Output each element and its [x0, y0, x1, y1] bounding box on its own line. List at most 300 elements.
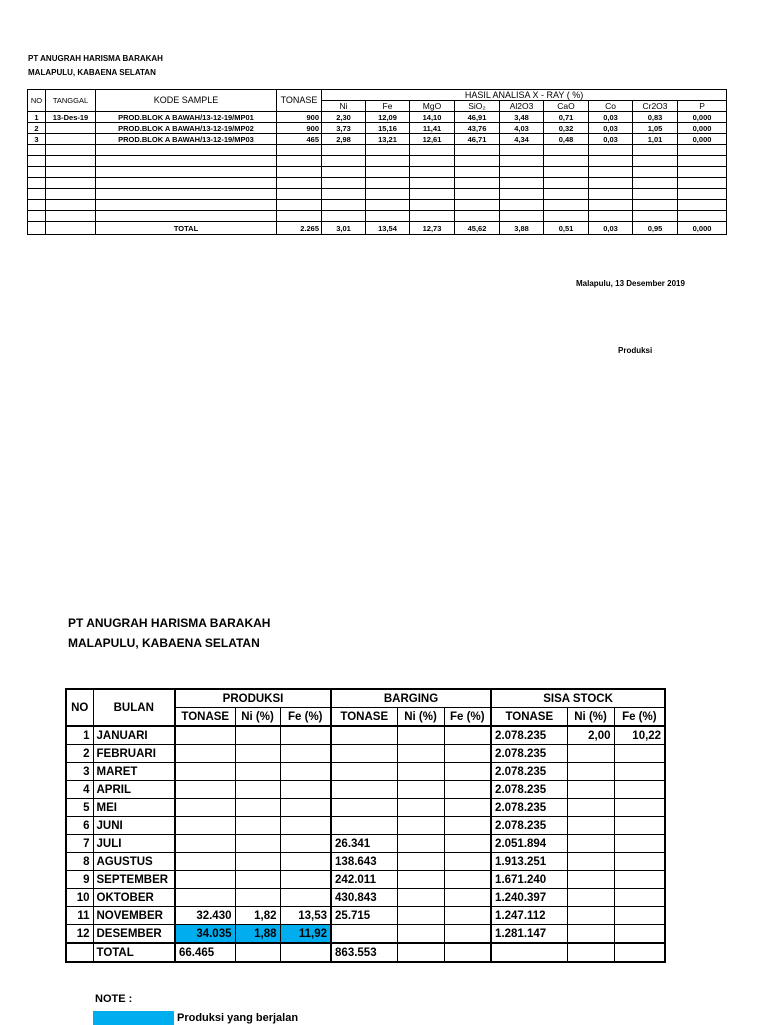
row-produksi-ni — [235, 817, 280, 835]
row-barging-fe — [444, 871, 491, 889]
row-produksi-ni — [235, 835, 280, 853]
table-row — [66, 925, 665, 944]
row-value: 3,48 — [500, 112, 544, 123]
row-barging-fe — [444, 799, 491, 817]
empty-cell — [500, 211, 544, 222]
row-value: 2,30 — [322, 112, 366, 123]
empty-cell — [544, 156, 589, 167]
row-stock-fe — [614, 907, 665, 925]
table-row — [66, 853, 665, 871]
header-element: Cr2O3 — [633, 101, 678, 112]
bottom-header — [68, 613, 270, 653]
row-produksi-fe: 13,53 — [280, 907, 331, 925]
row-no: 10 — [66, 889, 93, 907]
empty-cell — [678, 167, 727, 178]
row-no: 3 — [28, 134, 46, 145]
row-no: 1 — [28, 112, 46, 123]
empty-cell — [366, 167, 410, 178]
row-value: 0,48 — [544, 134, 589, 145]
empty-cell — [567, 943, 614, 962]
empty-cell — [678, 178, 727, 189]
row-barging-fe — [444, 781, 491, 799]
empty-cell — [28, 167, 46, 178]
row-barging-ni — [397, 907, 444, 925]
row-produksi-fe — [280, 781, 331, 799]
empty-cell — [96, 178, 277, 189]
row-bulan: JULI — [93, 835, 175, 853]
row-no: 2 — [28, 123, 46, 134]
empty-cell — [455, 211, 500, 222]
row-produksi-tonase — [175, 799, 235, 817]
header-barging: BARGING — [331, 689, 491, 708]
total-row — [66, 943, 665, 962]
empty-cell — [455, 178, 500, 189]
row-produksi-fe — [280, 871, 331, 889]
empty-cell — [614, 943, 665, 962]
empty-cell — [455, 167, 500, 178]
row-produksi-ni — [235, 726, 280, 745]
total-row — [28, 222, 727, 235]
row-barging-ni — [397, 889, 444, 907]
row-produksi-tonase: 32.430 — [175, 907, 235, 925]
empty-cell — [410, 145, 455, 156]
row-value: 4,03 — [500, 123, 544, 134]
empty-cell — [455, 189, 500, 200]
row-produksi-tonase — [175, 817, 235, 835]
row-no: 1 — [66, 726, 93, 745]
empty-cell — [46, 145, 96, 156]
empty-cell — [366, 156, 410, 167]
empty-cell — [455, 156, 500, 167]
table-row — [28, 134, 727, 145]
row-stock-ni — [567, 745, 614, 763]
header-produksi-ni: Ni (%) — [235, 708, 280, 727]
row-value: 0,000 — [678, 112, 727, 123]
row-barging-tonase — [331, 799, 397, 817]
empty-cell — [322, 189, 366, 200]
table-row — [66, 817, 665, 835]
empty-cell — [322, 178, 366, 189]
empty-cell — [589, 189, 633, 200]
row-produksi-ni — [235, 853, 280, 871]
row-barging-tonase: 25.715 — [331, 907, 397, 925]
row-barging-tonase — [331, 781, 397, 799]
row-stock-ni — [567, 925, 614, 944]
row-barging-ni — [397, 726, 444, 745]
total-value: 3,01 — [322, 222, 366, 235]
row-stock-tonase: 2.078.235 — [491, 726, 567, 745]
header-element: Al2O3 — [500, 101, 544, 112]
empty-cell — [28, 222, 46, 235]
row-stock-fe — [614, 835, 665, 853]
row-no: 9 — [66, 871, 93, 889]
row-stock-fe — [614, 817, 665, 835]
row-bulan: FEBRUARI — [93, 745, 175, 763]
row-bulan: JANUARI — [93, 726, 175, 745]
top-company-name: PT ANUGRAH HARISMA BARAKAH — [28, 54, 163, 63]
row-barging-tonase — [331, 726, 397, 745]
row-barging-ni — [397, 745, 444, 763]
row-produksi-ni: 1,82 — [235, 907, 280, 925]
empty-cell — [678, 211, 727, 222]
row-bulan: NOVEMBER — [93, 907, 175, 925]
empty-cell — [277, 211, 322, 222]
header-stock-ni: Ni (%) — [567, 708, 614, 727]
row-stock-ni — [567, 889, 614, 907]
empty-cell — [633, 178, 678, 189]
header-barging-fe: Fe (%) — [444, 708, 491, 727]
empty-cell — [96, 189, 277, 200]
row-value: 0,03 — [589, 112, 633, 123]
empty-cell — [96, 200, 277, 211]
empty-row — [28, 189, 727, 200]
table-row — [66, 745, 665, 763]
row-value: 12,61 — [410, 134, 455, 145]
row-produksi-fe: 11,92 — [280, 925, 331, 944]
row-tanggal — [46, 134, 96, 145]
empty-cell — [277, 167, 322, 178]
header-stock-fe: Fe (%) — [614, 708, 665, 727]
total-value: 3,88 — [500, 222, 544, 235]
row-barging-tonase — [331, 817, 397, 835]
row-stock-tonase: 2.078.235 — [491, 763, 567, 781]
row-stock-fe — [614, 853, 665, 871]
row-produksi-fe — [280, 763, 331, 781]
row-tonase: 900 — [277, 112, 322, 123]
row-stock-fe — [614, 763, 665, 781]
row-produksi-ni — [235, 799, 280, 817]
row-stock-tonase: 1.913.251 — [491, 853, 567, 871]
row-produksi-fe — [280, 745, 331, 763]
table-row — [66, 871, 665, 889]
note-label: NOTE : — [95, 993, 133, 1005]
empty-cell — [678, 156, 727, 167]
empty-cell — [366, 178, 410, 189]
empty-cell — [500, 156, 544, 167]
empty-cell — [410, 178, 455, 189]
row-produksi-tonase — [175, 726, 235, 745]
row-barging-tonase: 242.011 — [331, 871, 397, 889]
row-tonase: 465 — [277, 134, 322, 145]
total-label: TOTAL — [93, 943, 175, 962]
empty-cell — [589, 145, 633, 156]
row-stock-fe — [614, 889, 665, 907]
empty-row — [28, 178, 727, 189]
row-value: 43,76 — [455, 123, 500, 134]
header-stock-tonase: TONASE — [491, 708, 567, 727]
row-barging-tonase: 430.843 — [331, 889, 397, 907]
row-tanggal: 13-Des-19 — [46, 112, 96, 123]
empty-cell — [46, 200, 96, 211]
row-produksi-tonase — [175, 745, 235, 763]
empty-cell — [28, 178, 46, 189]
table-row — [66, 835, 665, 853]
empty-cell — [444, 943, 491, 962]
empty-cell — [322, 167, 366, 178]
row-barging-ni — [397, 817, 444, 835]
row-bulan: OKTOBER — [93, 889, 175, 907]
empty-cell — [544, 200, 589, 211]
row-no: 5 — [66, 799, 93, 817]
header-element: CaO — [544, 101, 589, 112]
monthly-stock-table — [65, 688, 666, 963]
table-row — [66, 781, 665, 799]
legend-swatch — [93, 1011, 174, 1025]
total-value: 0,95 — [633, 222, 678, 235]
total-value: 0,000 — [678, 222, 727, 235]
empty-cell — [96, 156, 277, 167]
empty-cell — [589, 167, 633, 178]
header-sisa-stock: SISA STOCK — [491, 689, 665, 708]
empty-cell — [410, 156, 455, 167]
empty-cell — [500, 200, 544, 211]
empty-row — [28, 167, 727, 178]
row-produksi-ni — [235, 745, 280, 763]
empty-row — [28, 211, 727, 222]
total-produksi-tonase: 66.465 — [175, 943, 235, 962]
row-value: 14,10 — [410, 112, 455, 123]
empty-cell — [410, 189, 455, 200]
place-date: Malapulu, 13 Desember 2019 — [576, 279, 685, 288]
row-value: 0,03 — [589, 123, 633, 134]
row-produksi-tonase — [175, 871, 235, 889]
row-stock-tonase: 2.078.235 — [491, 799, 567, 817]
row-produksi-fe — [280, 726, 331, 745]
row-bulan: SEPTEMBER — [93, 871, 175, 889]
row-bulan: JUNI — [93, 817, 175, 835]
empty-cell — [500, 167, 544, 178]
empty-cell — [455, 145, 500, 156]
empty-row — [28, 145, 727, 156]
row-barging-fe — [444, 925, 491, 944]
empty-cell — [500, 145, 544, 156]
empty-cell — [46, 211, 96, 222]
signature-label: Produksi — [618, 346, 653, 355]
total-barging-tonase: 863.553 — [331, 943, 397, 962]
header-no: NO — [66, 689, 93, 726]
row-value: 1,05 — [633, 123, 678, 134]
top-header — [28, 52, 163, 80]
row-produksi-tonase — [175, 781, 235, 799]
row-value: 13,21 — [366, 134, 410, 145]
row-value: 46,71 — [455, 134, 500, 145]
row-produksi-ni — [235, 763, 280, 781]
row-bulan: MEI — [93, 799, 175, 817]
row-produksi-ni — [235, 781, 280, 799]
empty-cell — [322, 145, 366, 156]
empty-cell — [397, 943, 444, 962]
row-produksi-ni: 1,88 — [235, 925, 280, 944]
row-stock-tonase: 2.078.235 — [491, 781, 567, 799]
empty-cell — [589, 178, 633, 189]
empty-cell — [589, 200, 633, 211]
row-no: 12 — [66, 925, 93, 944]
empty-cell — [491, 943, 567, 962]
empty-cell — [633, 167, 678, 178]
table-row — [66, 763, 665, 781]
empty-cell — [28, 189, 46, 200]
header-produksi: PRODUKSI — [175, 689, 331, 708]
empty-cell — [46, 167, 96, 178]
row-barging-fe — [444, 889, 491, 907]
empty-cell — [633, 145, 678, 156]
header-hasil-analisa: HASIL ANALISA X - RAY ( %) — [322, 90, 727, 101]
row-value: 15,16 — [366, 123, 410, 134]
row-produksi-tonase — [175, 889, 235, 907]
row-barging-fe — [444, 835, 491, 853]
row-value: 0,83 — [633, 112, 678, 123]
row-barging-tonase — [331, 763, 397, 781]
header-element: Ni — [322, 101, 366, 112]
row-stock-tonase: 1.247.112 — [491, 907, 567, 925]
empty-cell — [500, 189, 544, 200]
header-tanggal: TANGGAL — [46, 90, 96, 112]
row-barging-ni — [397, 781, 444, 799]
total-value: 13,54 — [366, 222, 410, 235]
empty-cell — [46, 178, 96, 189]
row-stock-fe: 10,22 — [614, 726, 665, 745]
table-row — [28, 112, 727, 123]
empty-cell — [544, 178, 589, 189]
row-bulan: AGUSTUS — [93, 853, 175, 871]
row-no: 4 — [66, 781, 93, 799]
row-produksi-tonase — [175, 853, 235, 871]
row-barging-tonase — [331, 925, 397, 944]
header-element: Co — [589, 101, 633, 112]
row-no: 7 — [66, 835, 93, 853]
header-bulan: BULAN — [93, 689, 175, 726]
row-barging-ni — [397, 835, 444, 853]
row-no: 2 — [66, 745, 93, 763]
empty-cell — [46, 156, 96, 167]
empty-cell — [235, 943, 280, 962]
empty-cell — [410, 211, 455, 222]
table-row — [66, 726, 665, 745]
row-stock-ni — [567, 835, 614, 853]
empty-cell — [678, 200, 727, 211]
xray-analysis-table — [27, 89, 727, 235]
row-tonase: 900 — [277, 123, 322, 134]
header-kode-sample: KODE SAMPLE — [96, 90, 277, 112]
empty-cell — [678, 145, 727, 156]
header-barging-ni: Ni (%) — [397, 708, 444, 727]
bottom-company-name: PT ANUGRAH HARISMA BARAKAH — [68, 616, 271, 630]
row-stock-fe — [614, 925, 665, 944]
empty-cell — [277, 189, 322, 200]
row-barging-ni — [397, 763, 444, 781]
row-stock-ni — [567, 853, 614, 871]
row-no: 8 — [66, 853, 93, 871]
empty-cell — [277, 156, 322, 167]
row-value: 0,000 — [678, 134, 727, 145]
row-produksi-tonase — [175, 763, 235, 781]
row-bulan: DESEMBER — [93, 925, 175, 944]
row-value: 0,32 — [544, 123, 589, 134]
row-produksi-fe — [280, 889, 331, 907]
row-stock-tonase: 2.078.235 — [491, 745, 567, 763]
row-value: 46,91 — [455, 112, 500, 123]
empty-cell — [366, 200, 410, 211]
empty-cell — [633, 211, 678, 222]
row-stock-tonase: 1.671.240 — [491, 871, 567, 889]
header-element: P — [678, 101, 727, 112]
row-barging-tonase: 26.341 — [331, 835, 397, 853]
empty-cell — [322, 156, 366, 167]
empty-cell — [410, 167, 455, 178]
empty-cell — [500, 178, 544, 189]
row-barging-fe — [444, 745, 491, 763]
row-no: 11 — [66, 907, 93, 925]
row-stock-ni — [567, 799, 614, 817]
row-stock-tonase: 1.281.147 — [491, 925, 567, 944]
row-barging-fe — [444, 907, 491, 925]
empty-cell — [544, 189, 589, 200]
total-tonase: 2.265 — [277, 222, 322, 235]
row-produksi-fe — [280, 853, 331, 871]
empty-cell — [366, 211, 410, 222]
table-row — [66, 907, 665, 925]
row-value: 2,98 — [322, 134, 366, 145]
empty-cell — [633, 156, 678, 167]
row-value: 0,000 — [678, 123, 727, 134]
row-produksi-ni — [235, 871, 280, 889]
empty-cell — [46, 189, 96, 200]
total-label: TOTAL — [96, 222, 277, 235]
empty-cell — [589, 211, 633, 222]
row-barging-ni — [397, 799, 444, 817]
row-value: 1,01 — [633, 134, 678, 145]
row-stock-fe — [614, 781, 665, 799]
header-barging-tonase: TONASE — [331, 708, 397, 727]
row-barging-ni — [397, 925, 444, 944]
row-stock-tonase: 2.078.235 — [491, 817, 567, 835]
empty-cell — [322, 211, 366, 222]
row-stock-ni — [567, 871, 614, 889]
empty-cell — [366, 189, 410, 200]
top-company-location: MALAPULU, KABAENA SELATAN — [28, 68, 156, 77]
header-element: MgO — [410, 101, 455, 112]
table-row — [66, 889, 665, 907]
row-value: 0,71 — [544, 112, 589, 123]
empty-cell — [277, 178, 322, 189]
total-value: 12,73 — [410, 222, 455, 235]
empty-cell — [544, 211, 589, 222]
legend-text: Produksi yang berjalan — [177, 1012, 299, 1024]
empty-cell — [96, 167, 277, 178]
row-stock-ni — [567, 781, 614, 799]
row-kode-sample: PROD.BLOK A BAWAH/13-12-19/MP03 — [96, 134, 277, 145]
empty-cell — [28, 211, 46, 222]
total-value: 0,51 — [544, 222, 589, 235]
header-element: SiO₂ — [455, 101, 500, 112]
row-value: 3,73 — [322, 123, 366, 134]
empty-cell — [46, 222, 96, 235]
empty-row — [28, 156, 727, 167]
empty-cell — [277, 145, 322, 156]
table-row — [28, 123, 727, 134]
row-value: 11,41 — [410, 123, 455, 134]
row-stock-ni: 2,00 — [567, 726, 614, 745]
total-value: 0,03 — [589, 222, 633, 235]
row-value: 12,09 — [366, 112, 410, 123]
row-stock-tonase: 2.051.894 — [491, 835, 567, 853]
row-barging-fe — [444, 853, 491, 871]
row-value: 4,34 — [500, 134, 544, 145]
row-barging-tonase: 138.643 — [331, 853, 397, 871]
empty-cell — [96, 145, 277, 156]
row-stock-tonase: 1.240.397 — [491, 889, 567, 907]
empty-cell — [633, 189, 678, 200]
